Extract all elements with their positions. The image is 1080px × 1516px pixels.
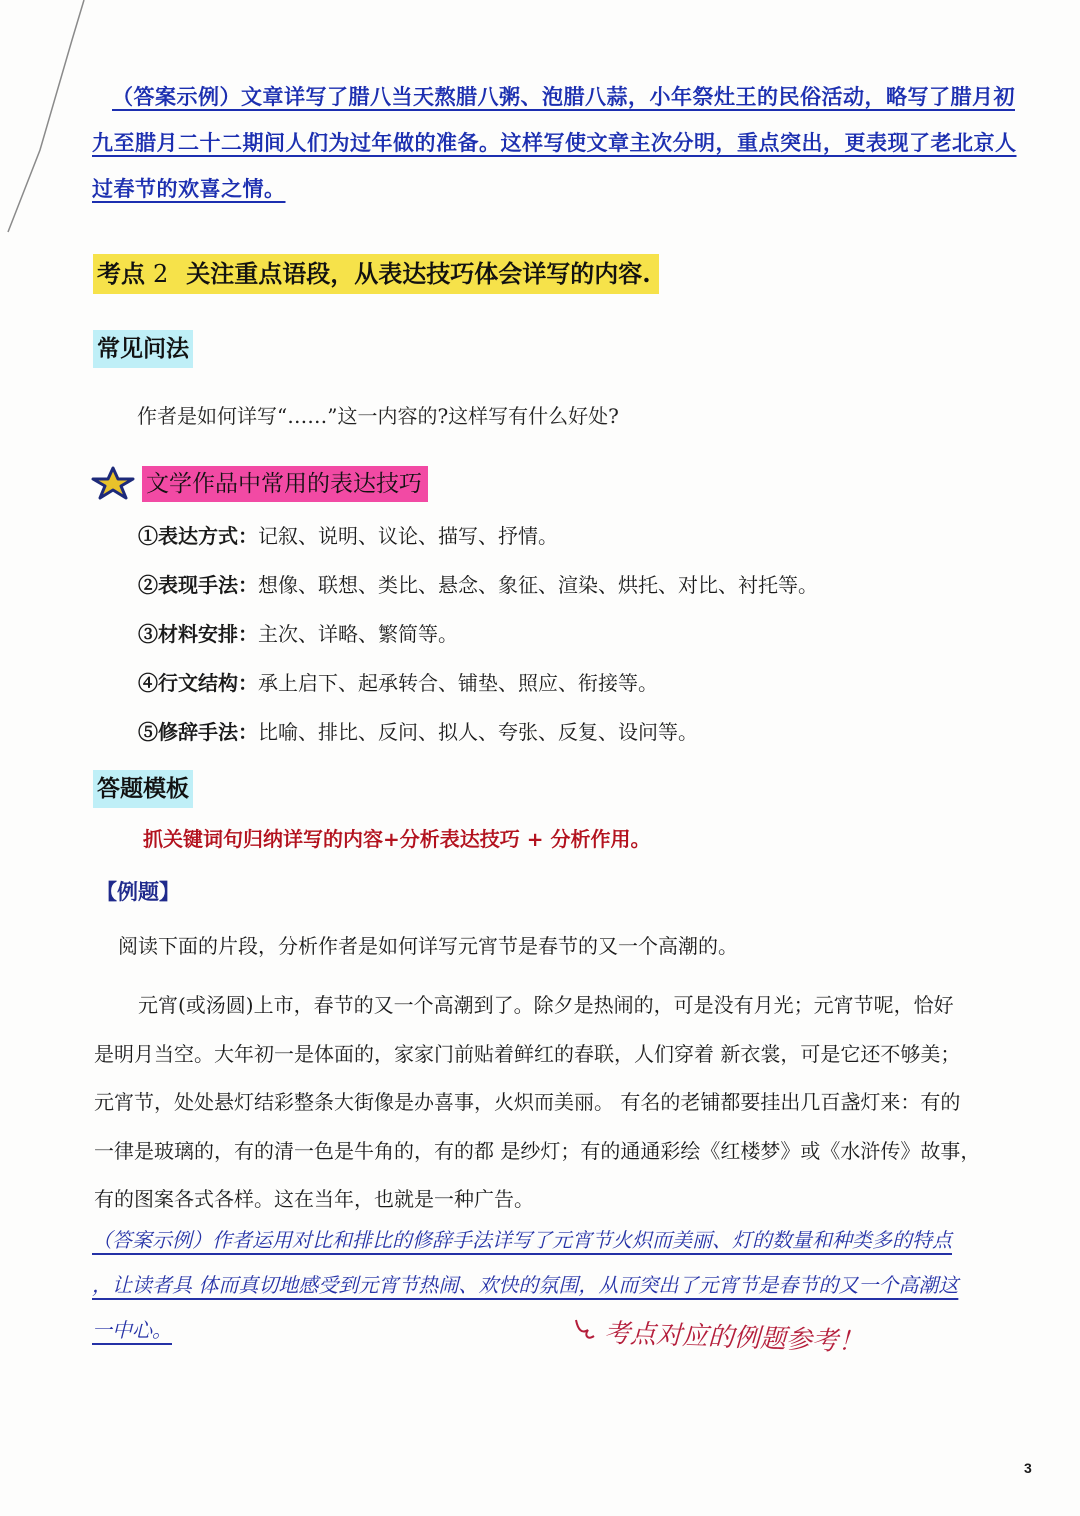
technique-key: ⑤修辞手法：	[138, 720, 258, 744]
handwritten-note: 考点对应的例题参考！	[603, 1318, 865, 1358]
passage-line: 元宵(或汤圆)上市，春节的又一个高潮到了。除夕是热闹的，可是没有月光；元宵节呢，恰好	[138, 993, 954, 1017]
kaodian-title: 关注重点语段，从表达技巧体会详写的内容.	[186, 259, 651, 288]
technique-key: ①表达方式：	[138, 524, 258, 548]
technique-value: 承上启下、起承转合、铺垫、照应、衔接等。	[258, 671, 658, 695]
technique-value: 记叙、说明、议论、描写、抒情。	[258, 524, 558, 548]
technique-value: 想像、联想、类比、悬念、象征、渲染、烘托、对比、衬托等。	[258, 573, 818, 597]
list-item	[138, 665, 818, 714]
passage-line: 是明月当空。大年初一是体面的，家家门前贴着鲜红的春联，人们穿着 新衣裳，可是它还不够美；	[94, 1041, 961, 1066]
technique-value: 主次、详略、繁简等。	[258, 622, 458, 646]
example-prompt: 阅读下面的片段，分析作者是如何详写元宵节是春节的又一个高潮的。	[118, 934, 738, 958]
answer-example-top	[92, 74, 1032, 212]
passage-line: 有的图案各式各样。这在当年，也就是一种广告。	[94, 1187, 534, 1211]
page-edge-scan-mark	[0, 0, 90, 240]
list-item	[138, 518, 818, 567]
common-questions-heading: 常见问法	[93, 330, 193, 368]
example-label: 【例题】	[96, 879, 180, 904]
list-item	[138, 714, 818, 763]
kaodian-number: 2	[153, 260, 169, 288]
star-icon	[90, 465, 136, 501]
answer-template-formula: 抓关键词句归纳详写的内容+分析表达技巧 + 分析作用。	[143, 827, 651, 851]
techniques-heading: 文学作品中常用的表达技巧	[142, 466, 428, 502]
technique-value: 比喻、排比、反问、拟人、夸张、反复、设问等。	[258, 720, 698, 744]
answer-line: 一中心。	[92, 1318, 172, 1342]
answer-line: 过春节的欢喜之情。	[92, 176, 286, 201]
techniques-list	[138, 518, 818, 763]
list-item	[138, 616, 818, 665]
passage-line: 一律是玻璃的，有的清一色是牛角的，有的都 是纱灯；有的通通彩绘《红楼梦》或《水浒传》故事，	[94, 1138, 981, 1163]
answer-line: ，让读者具 体而真切地感受到元宵节热闹、欢快的氛围，从而突出了元宵节是春节的又一个高潮这	[92, 1273, 959, 1297]
answer-line: 九至腊月二十二期间人们为过年做的准备。这样写使文章主次分明，重点突出，更表现了老北京人	[92, 130, 1017, 155]
page-number: 3	[1024, 1460, 1032, 1476]
passage-line: 元宵节，处处悬灯结彩整条大街像是办喜事，火炽而美丽。 有名的老铺都要挂出几百盏灯来：有的	[94, 1090, 961, 1114]
list-item	[138, 567, 818, 616]
answer-template-heading: 答题模板	[93, 770, 193, 808]
answer-example-bottom	[92, 1218, 1037, 1353]
technique-key: ②表现手法：	[138, 573, 258, 597]
kaodian-label: 考点	[97, 259, 145, 288]
answer-line: （答案示例）作者运用对比和排比的修辞手法详写了元宵节火炽而美丽、灯的数量和种类多的特点	[92, 1228, 952, 1252]
answer-line: （答案示例）文章详写了腊八当天熬腊八粥、泡腊八蒜，小年祭灶王的民俗活动，略写了腊月初	[112, 84, 1015, 109]
technique-key: ③材料安排：	[138, 622, 258, 646]
example-passage	[94, 981, 1042, 1224]
technique-key: ④行文结构：	[138, 671, 258, 695]
kaodian-heading	[93, 254, 659, 294]
common-question-text: 作者是如何详写“……”这一内容的?这样写有什么好处?	[137, 404, 619, 428]
